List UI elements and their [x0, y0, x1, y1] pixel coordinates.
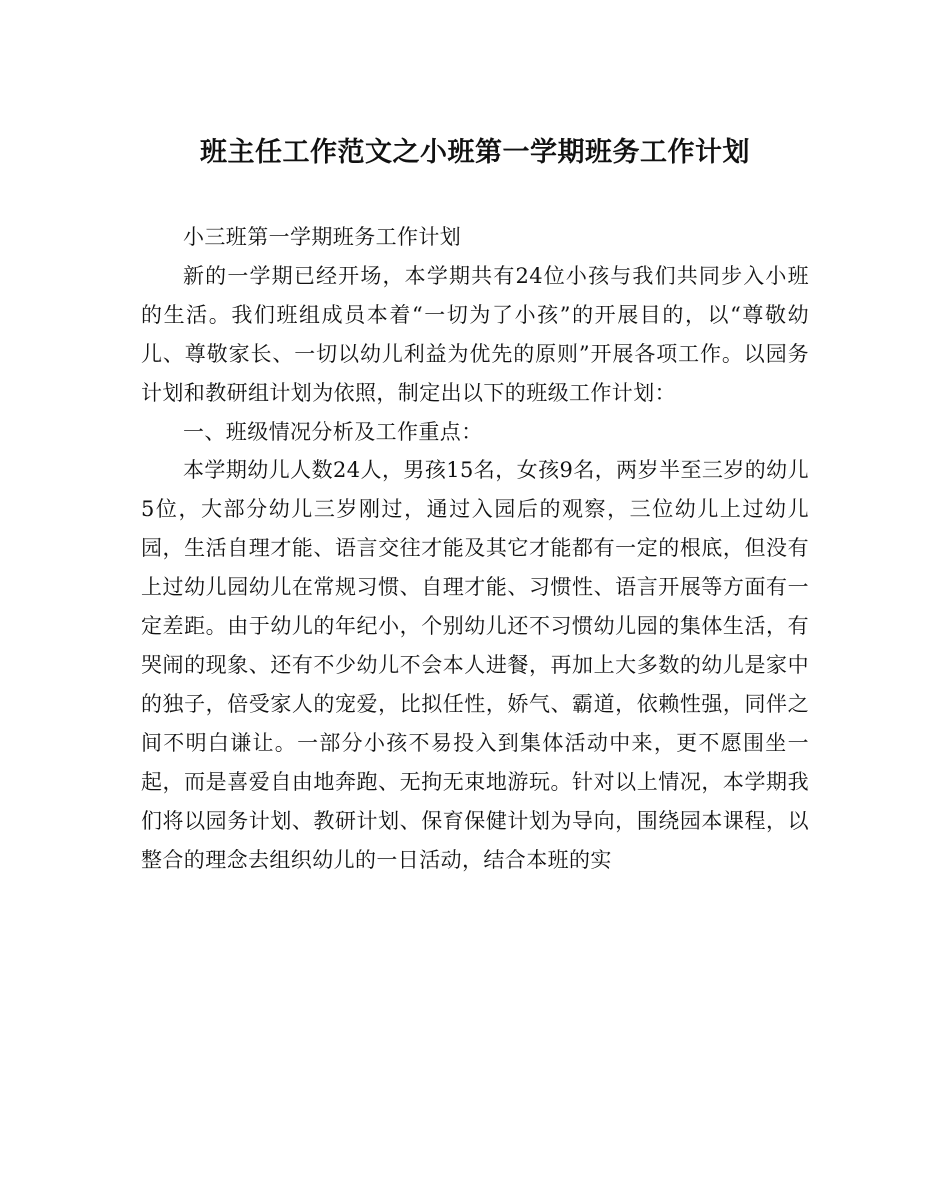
document-title: 班主任工作范文之小班第一学期班务工作计划: [200, 137, 750, 168]
section-heading: 一、班级情况分析及工作重点：: [183, 419, 483, 444]
document-body: [141, 218, 809, 879]
paragraph-intro: 新的一学期已经开场，本学期共有24位小孩与我们共同步入小班的生活。我们班组成员本着“一切为了小孩”的开展目的，以“尊敬幼儿、尊敬家长、一切以幼儿利益为优先的原则”开展各项工作。以园务计划和教研组计划为依照，制定出以下的班级工作计划：: [141, 263, 809, 405]
paragraph-class-analysis: 本学期幼儿人数24人，男孩15名，女孩9名，两岁半至三岁的幼儿5位，大部分幼儿三岁刚过，通过入园后的观察，三位幼儿上过幼儿园，生活自理才能、语言交往才能及其它才能都有一定的根底，但没有上过幼儿园幼儿在常规习惯、自理才能、习惯性、语言开展等方面有一定差距。由于幼儿的年纪小，个别幼儿还不习惯幼儿园的集体生活，有哭闹的现象、还有不少幼儿不会本人进餐，再加上大多数的幼儿是家中的独子，倍受家人的宠爱，比拟任性，娇气、霸道，依赖性强，同伴之间不明白谦让。一部分小孩不易投入到集体活动中来，更不愿围坐一起，而是喜爱自由地奔跑、无拘无束地游玩。针对以上情况，本学期我们将以园务计划、教研计划、保育保健计划为导向，围绕园本课程，以整合的理念去组织幼儿的一日活动，结合本班的实: [141, 458, 809, 872]
paragraph-subtitle: 小三班第一学期班务工作计划: [183, 225, 462, 249]
